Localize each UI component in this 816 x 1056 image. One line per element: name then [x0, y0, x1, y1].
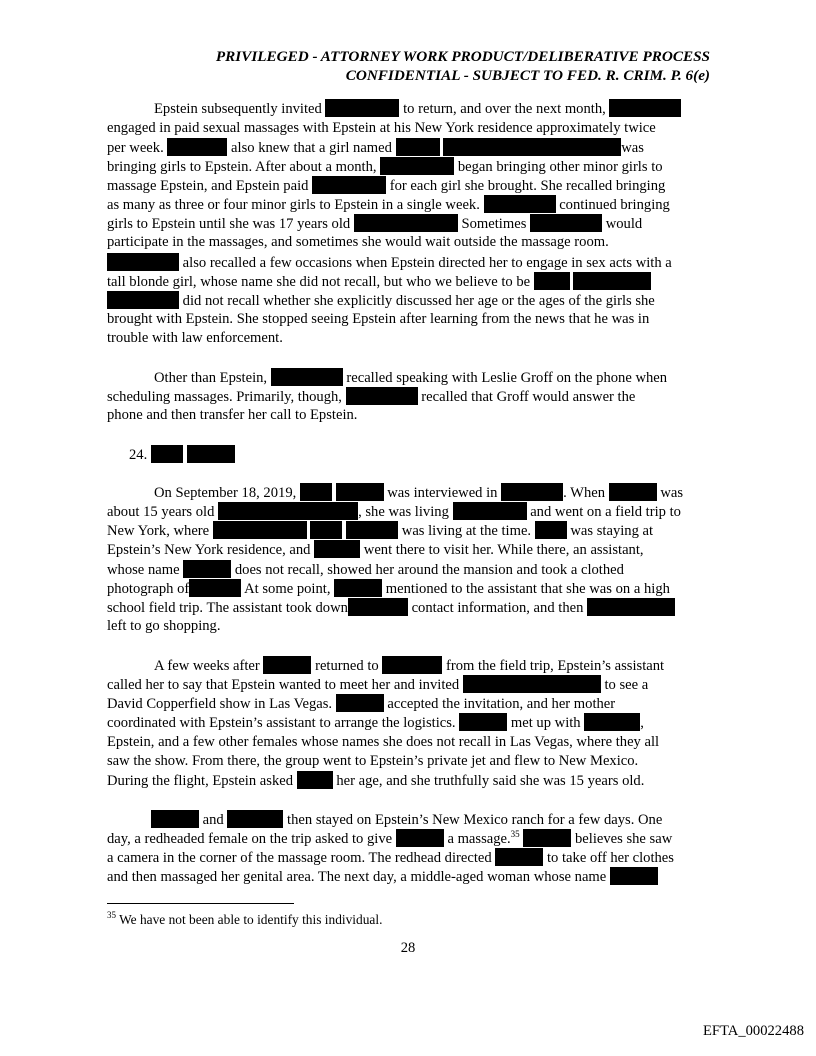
text-line: as many as three or four minor girls to Epstein in a single week. continued bringing — [107, 197, 670, 213]
redaction-box — [523, 829, 571, 847]
privilege-header — [216, 47, 710, 85]
redaction-box — [348, 598, 408, 616]
redaction-box — [501, 483, 563, 501]
redaction-box — [312, 176, 386, 194]
text-line: Epstein’s New York residence, and went there to visit her. While there, an assistant, — [107, 542, 644, 558]
redaction-box — [218, 502, 358, 520]
footnote-ref: 35 — [510, 829, 520, 839]
redaction-box — [459, 713, 507, 731]
redaction-box — [183, 560, 231, 578]
section-number: 24. — [129, 447, 148, 463]
redaction-box — [534, 272, 570, 290]
text-line: whose name does not recall, showed her around the mansion and took a clothed — [107, 562, 624, 578]
redaction-box — [463, 675, 601, 693]
bates-number: EFTA_00022488 — [703, 1023, 804, 1039]
text-line: day, a redheaded female on the trip asked to give a massage.$^{35}$ believes she saw — [107, 829, 673, 847]
redaction-box — [167, 138, 227, 156]
text-line: called her to say that Epstein wanted to meet her and invited to see a — [107, 677, 649, 693]
redaction-box — [107, 291, 179, 309]
header-line-2: CONFIDENTIAL - SUBJECT TO FED. R. CRIM. P. 6(e) — [345, 67, 710, 84]
redaction-box — [310, 521, 342, 539]
redaction-box — [189, 579, 241, 597]
redaction-box — [336, 483, 384, 501]
redaction-box — [325, 99, 399, 117]
text-line: massage Epstein, and Epstein paid for each girl she brought. She recalled bringing — [107, 178, 666, 194]
header-line-1: PRIVILEGED - ATTORNEY WORK PRODUCT/DELIBERATIVE PROCESS — [215, 48, 710, 65]
redaction-box — [396, 138, 440, 156]
text-line: and then massaged her genital area. The next day, a middle-aged woman whose name — [107, 867, 710, 887]
text-line: scheduling massages. Primarily, though, recalled that Groff would answer the — [107, 389, 636, 405]
text-line: During the flight, Epstein asked her age, and she truthfully said she was 15 years old. — [107, 773, 645, 789]
section-heading — [107, 445, 710, 465]
redaction-box — [584, 713, 640, 731]
redaction-box — [354, 214, 458, 232]
text-line: participate in the massages, and sometimes she would wait outside the massage room. — [107, 234, 609, 250]
text-line: per week. also knew that a girl named was — [107, 140, 644, 156]
footnote-number: 35 — [107, 910, 116, 920]
footnote-text: We have not been able to identify this individual. — [119, 912, 383, 927]
text-line: David Copperfield show in Las Vegas. accepted the invitation, and her mother — [107, 696, 616, 712]
redaction-box — [213, 521, 307, 539]
redaction-box — [382, 656, 442, 674]
redaction-box — [484, 195, 556, 213]
text-line: left to go shopping. — [107, 618, 221, 634]
redaction-box — [609, 99, 681, 117]
text-line: Epstein, and a few other females whose names she does not recall in Las Vegas, where they all — [107, 734, 660, 750]
text-line: A few weeks after returned to from the field trip, Epstein’s assistant — [154, 658, 665, 674]
text-line: tall blonde girl, whose name she did not recall, but who we believe to be — [107, 272, 710, 292]
text-line: photograph of At some point, mentioned to the assistant that she was on a high — [107, 581, 670, 597]
text-line: Epstein subsequently invited to return, and over the next month, — [107, 99, 710, 119]
redaction-box — [495, 848, 543, 866]
redaction-box — [227, 810, 283, 828]
redaction-box — [380, 157, 454, 175]
text-line: saw the show. From there, the group went to Epstein’s private jet and flew to New Mexico. — [107, 753, 639, 769]
footnote-divider — [107, 903, 294, 904]
redaction-box — [334, 579, 382, 597]
footnote — [107, 911, 382, 929]
redaction-box — [346, 521, 398, 539]
redaction-box — [263, 656, 311, 674]
text-line: girls to Epstein until she was 17 years old Sometimes would — [107, 216, 643, 232]
page-number: 28 — [400, 940, 416, 956]
redaction-box — [530, 214, 602, 232]
redaction-box — [314, 540, 360, 558]
text-line: trouble with law enforcement. — [107, 330, 283, 346]
redaction-box — [107, 253, 179, 271]
text-line: school field trip. The assistant took down contact information, and then — [107, 598, 710, 618]
text-line: also recalled a few occasions when Epstein directed her to engage in sex acts with a — [107, 253, 710, 273]
redaction-box — [346, 387, 418, 405]
text-line: Other than Epstein, recalled speaking with Leslie Groff on the phone when — [154, 370, 668, 386]
redaction-box — [535, 521, 567, 539]
redaction-box — [453, 502, 527, 520]
redaction-box — [151, 810, 199, 828]
redaction-box — [610, 867, 658, 885]
redaction-box — [271, 368, 343, 386]
text-line: a camera in the corner of the massage room. The redhead directed to take off her clothes — [107, 850, 674, 866]
text-line: bringing girls to Epstein. After about a month, began bringing other minor girls to — [107, 159, 663, 175]
text-line: phone and then transfer her call to Epstein. — [107, 407, 358, 423]
redaction-box — [443, 138, 621, 156]
text-line: On September 18, 2019, was interviewed in . When was — [154, 485, 684, 501]
redaction-box — [336, 694, 384, 712]
text-line: coordinated with Epstein’s assistant to arrange the logistics. met up with , — [107, 715, 644, 731]
redaction-box — [187, 445, 235, 463]
text-line: did not recall whether she explicitly discussed her age or the ages of the girls she — [107, 291, 710, 311]
text-line: engaged in paid sexual massages with Epstein at his New York residence approximately twice — [107, 120, 656, 136]
redaction-box — [587, 598, 675, 616]
redaction-box — [609, 483, 657, 501]
text-line: and then stayed on Epstein’s New Mexico ranch for a few days. One — [107, 810, 710, 830]
redaction-box — [300, 483, 332, 501]
redaction-box — [151, 445, 183, 463]
text-line: about 15 years old , she was living and went on a field trip to — [107, 504, 681, 520]
text-line: New York, where was living at the time. was staying at — [107, 523, 654, 539]
redaction-box — [396, 829, 444, 847]
text-line: brought with Epstein. She stopped seeing Epstein after learning from the news that he was in — [107, 311, 650, 327]
redaction-box — [573, 272, 651, 290]
redaction-box — [297, 771, 333, 789]
